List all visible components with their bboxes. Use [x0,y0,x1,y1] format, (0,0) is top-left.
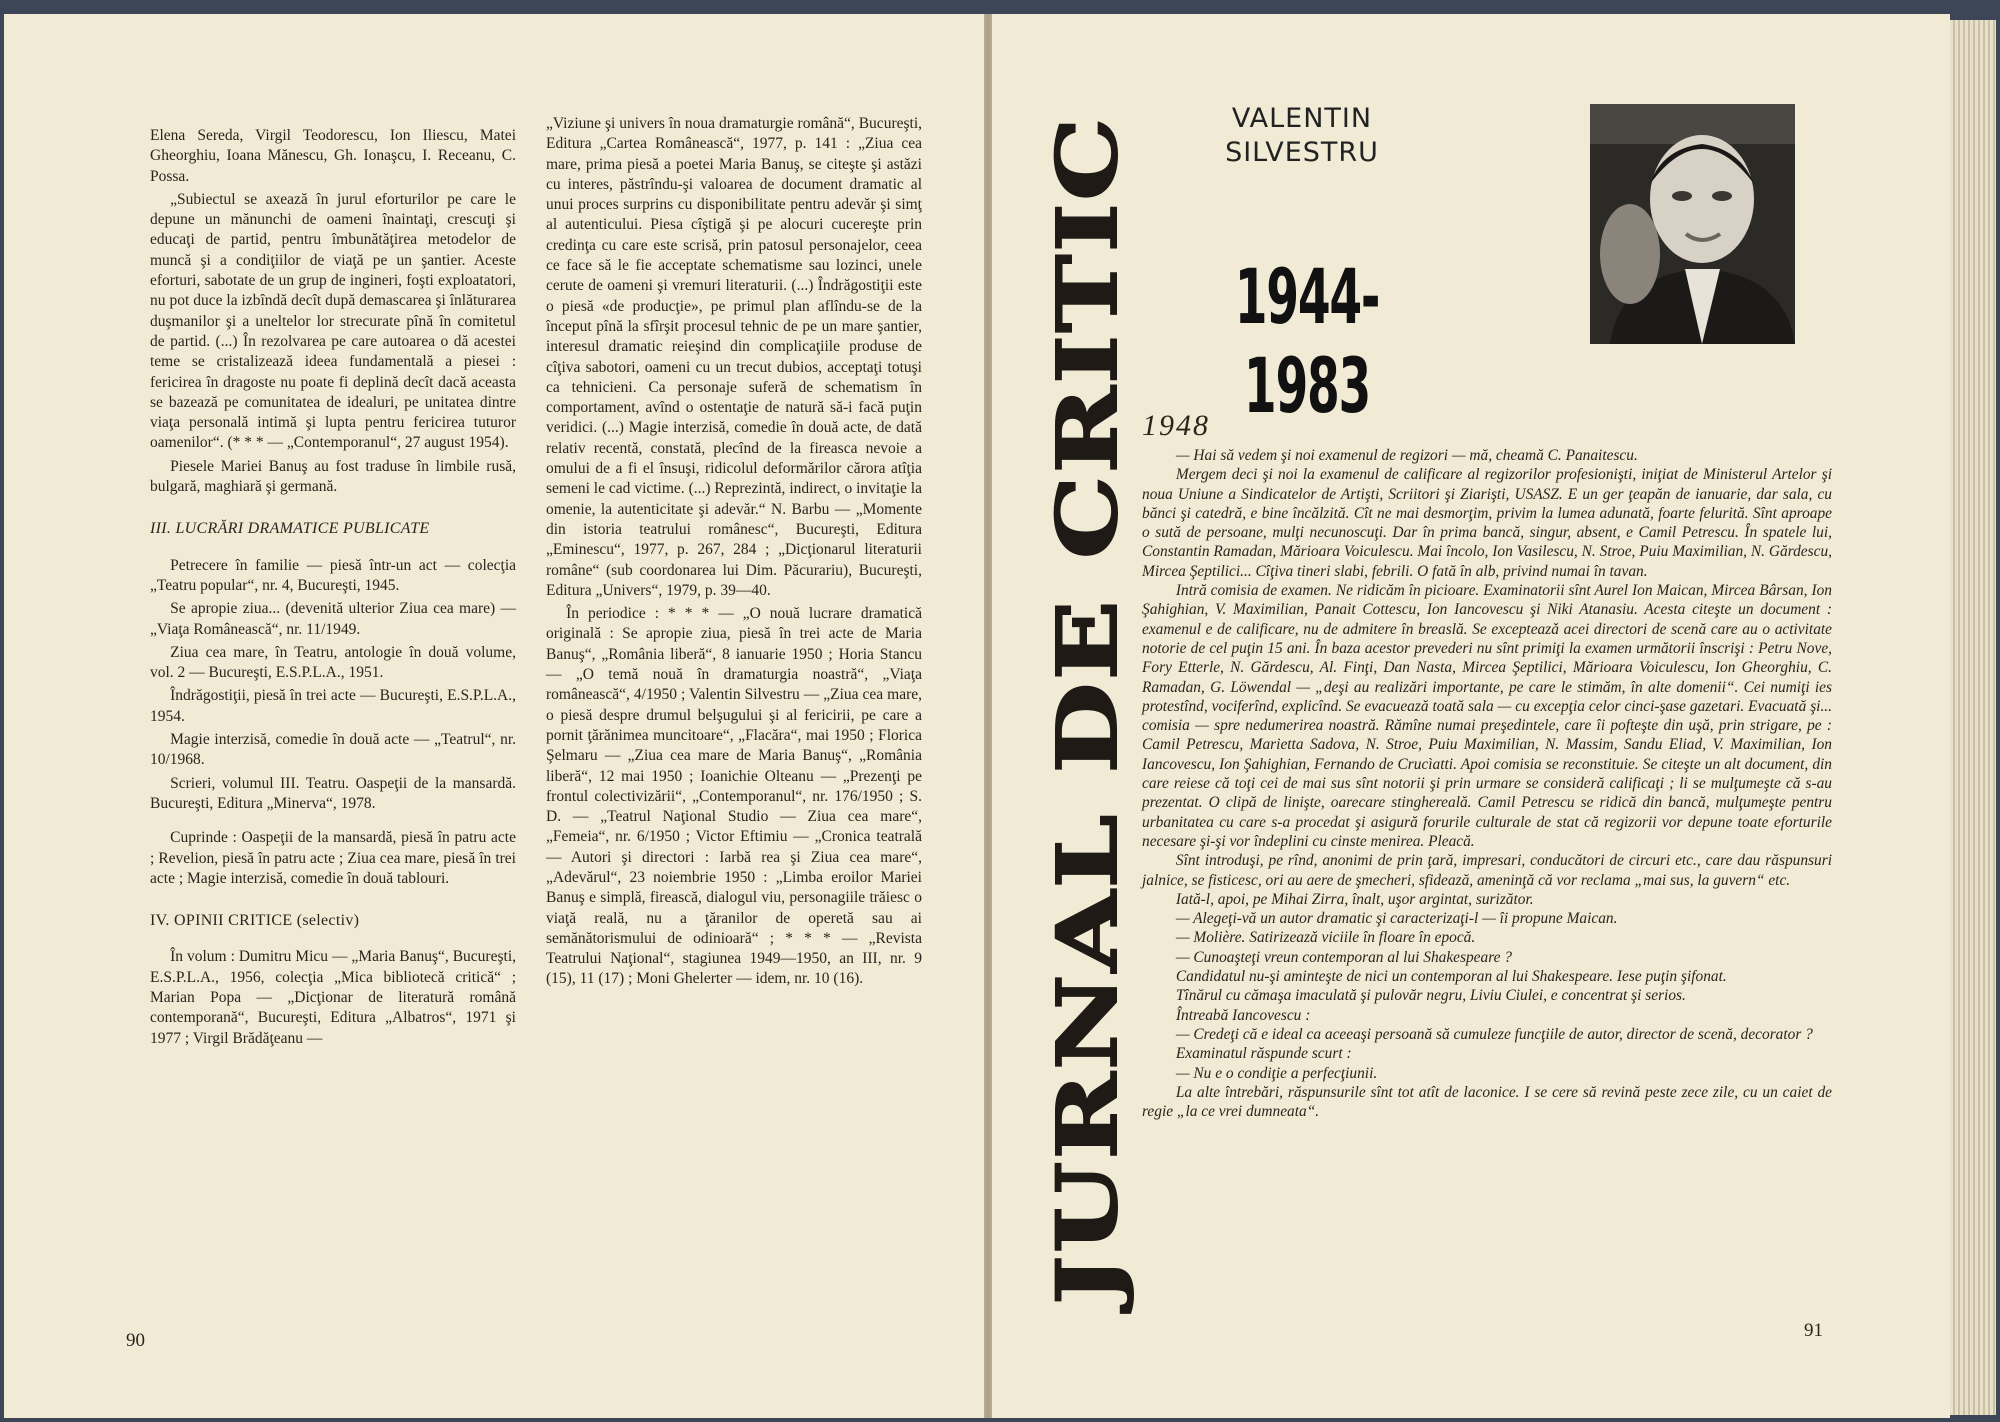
work-item: Magie interzisă, comedie în două acte — „Teatrul“, nr. 10/1968. [150,731,516,769]
journal-paragraph: — Nu e o condiţie a perfecţiunii. [1175,1064,1378,1082]
cast-list: Elena Sereda, Virgil Teodorescu, Ion Iliescu, Matei Gheorghiu, Ioana Mănescu, Gh. Ionaşcu, I. Receanu, C. Possa. [150,127,516,185]
left-page [4,14,984,1418]
left-column-1 [150,126,516,1052]
work-item: Petrecere în familie — piesă într-un act — colecţia „Teatru popular“, nr. 4, Bucureşti, 1945. [150,556,516,594]
section-year: 1948 [1142,409,1210,442]
work-item: Ziua cea mare, în Teatru, antologie în două volume, vol. 2 — Bucureşti, E.S.P.L.A., 1951. [150,643,516,682]
journal-paragraph: — Alegeţi-vă un autor dramatic şi caracterizaţi-l — îi propune Maican. [1175,910,1618,928]
journal-paragraph: — Cunoaşteţi vreun contemporan al lui Shakespeare ? [1175,948,1512,966]
author-first-name: VALENTIN [1231,103,1373,134]
left-column-2 [546,114,922,993]
author-name [1197,102,1407,170]
work-item: Se apropie ziua... (devenită ulterior Ziua cea mare) — „Viaţa Românească“, nr. 11/1949. [150,600,516,638]
contents-note: Cuprinde : Oaspeţii de la mansardă, piesă în patru acte ; Revelion, piesă în patru acte ; Ziua cea mare, piesă în trei acte ; Magie interzisă, comedie în două tablouri. [150,829,516,887]
journal-paragraph: — Molière. Satirizează viciile în floare în epocă. [1175,929,1476,947]
work-item: Îndrăgostiţii, piesă în trei acte — Bucureşti, E.S.P.L.A., 1954. [150,687,516,725]
journal-paragraph: La alte întrebări, răspunsurile sînt tot atît de laconice. I se cere să revină peste zece zile, cu un caiet de regie „la ce vrei dumneata“. [1142,1083,1832,1121]
journal-paragraph: Tînărul cu cămaşa imaculată şi pulovăr negru, Liviu Ciulei, e concentrat şi serios. [1175,987,1686,1005]
author-portrait-photo [1590,104,1795,344]
page-number-right: 91 [1804,1320,1823,1341]
section-heading-published-works: III. LUCRĂRI DRAMATICE PUBLICATE [150,520,430,538]
author-last-name: SILVESTRU [1225,137,1379,168]
journal-paragraph: Iată-l, apoi, pe Mihai Zirra, înalt, uşor argintat, surizător. [1175,890,1534,908]
page-number-left: 90 [126,1330,145,1351]
section-heading-critical-opinions: IV. OPINII CRITICE (selectiv) [150,912,360,930]
vertical-title-text: JURNAL DE CRITIC [1040,371,1136,1305]
journal-paragraph: Examinatul răspunde scurt : [1175,1045,1352,1063]
journal-text [1142,446,1832,1121]
page-edges [1950,20,1996,1415]
work-item: Scrieri, volumul III. Teatru. Oaspeţii de la mansardă. Bucureşti, Editura „Minerva“, 1978. [150,774,516,812]
journal-paragraph: Mergem deci şi noi la examenul de calificare al regizorilor profesionişti, iniţiat de Ministerul Artelor şi noua Uniune a Sindicatelor de Artişti, Scriitori şi Ziarişti, USASZ. E un ger ţeapăn de ianuarie, dar sala, cu bănci şi catedră, e bine încălzită. Cît ne mai desmorţim, privim la lumea adunată, foarte felurită. Sînt aproape o sută de persoane, mulţi necunoscuţi. Dar în prima bancă, singur, absent, e Camil Petrescu. În spatele lui, Constantin Ramadan, Mărioara Voiculescu. Mai încolo, Ion Vasilescu, N. Stroe, Puiu Maximilian, N. Gărdescu, Mircea Şeptilici... Cîţiva tineri slabi, febrili. O fată în alb, privind numai în tavan. [1142,466,1832,580]
journal-paragraph: Intră comisia de examen. Ne ridicăm în picioare. Examinatorii sînt Aurel Ion Maican, Mircea Bârsan, Ion Şahighian, V. Maximilian, Panait Cottescu, Ion Iancovescu şi Niki Atanasiu. Acesta citeşte un document : examenul e de calificare, nu de admitere în breaslă. Se excepteazǎ acei directori de scenă care au o activitate notorie de cel puţin 15 ani. În baza acestor prevederi nu sînt primiţi la examen următorii înscrişi : Petru Nove, Fory Etterle, N. Gărdescu, Al. Finţi, Dan Nasta, Mircea Şeptilici, Mărioara Voiculescu, Ion Gheorghiu, C. Ramadan, G. Löwendal — „deşi au realizări importante, pe care le stimăm, în alte domenii“. Cei numiţi ies protestînd, vociferînd, explicînd. Se evacuează toată sala — cu excepţia celor cinci-şase gazetari. Evacuată şi... comisia — spre nedumerirea noastră. Rămîne numai preşedintele, care îi pofteşte din uşă, prin strigare, pe : Camil Petrescu, Marietta Sadova, N. Stroe, Puiu Maximilian, N. Massim, Sandu Eliad, V. Maximilian, Ion Iancovescu, Ion Şahighian, Fernando de Crucìatti. Apoi comisia se reconstituie. Se citeşte un alt document, din care reiese că toţi cei de mai sus sînt notorii şi prin urmare se consideră calificaţi ; li se mulţumeşte că s-au prezentat. O clipă de linişte, oarecare stinghereală. Camil Petrescu se ridică din bancă, mulţumeşte pentru urbanitatea cu care s-a procedat şi asigură forurile culturale de stat că regizorii vor depune toate eforturile necesare şi-şi vor îndeplini cu cinste menirea. Pleacă. [1142,582,1832,850]
periodicals-list: În periodice : * * * — „O nouă lucrare dramatică originală : Se apropie ziua, piesă în trei acte de Maria Banuş“, „România liberă“, 8 ianuarie 1950 ; Horia Stancu — „O temă nouă în dramaturgia noastră“, „Viaţa românească“, 4/1950 ; Valentin Silvestru — „Ziua cea mare, o piesă despre drumul belşugului şi al fericirii, pe care a pornit ţărănimea muncitoare“, „Flacăra“, mai 1950 ; Florica Şelmaru — „Ziua cea mare de Maria Banuş“, „România liberă“, 12 mai 1950 ; Ioanichie Olteanu — „Prezenţi pe frontul colectivizării“, „Contemporanul“, nr. 176/1950 ; S. D. — „Teatrul Naţional Studio — Ziua cea mare“, „Femeia“, nr. 6/1950 ; Victor Eftimiu — „Cronica teatrală — Autori şi directori : Iarbă rea şi Ziua cea mare“, „Adevărul“, 23 noiembrie 1950 : „Limba eroilor Mariei Banuş e simplă, firească, dialogul viu, personagiile trăiesc o viaţă reală, nu a ţăranilor de operetă sau ai semănătorismului de odinioară“ ; * * * — „Revista Teatrului Naţional“, stagiunea 1949—1950, an III, nr. 9 (15), 11 (17) ; Moni Ghelerter — idem, nr. 10 (16). [546,605,922,988]
critical-quote: „Viziune şi univers în noua dramaturgie română“, Bucureşti, Editura „Cartea Românească“, 1977, p. 141 : „Ziua cea mare, prima piesă a poetei Maria Banuş, se citeşte şi astăzi cu interes, păstrîndu-şi valoarea de document dramatic al unui proces surprins cu disponibilitate pentru adevăr şi simţ al autenticului. Piesa cîştigă şi pe alocuri cucereşte prin credinţa cu care este scrisă, prin patosul personajelor, ceea ce face să le fie acceptate schematisme sau lozinci, unele cerute de oameni şi vremuri literaturii. (...) Îndrăgostiţii este o piesă «de producţie», pe primul plan aflîndu-se de la început pînă la sfîrşit procesul tehnic de pe un mare şantier, interesul dramatic reieşind din complicaţiile produse de cîţiva sabotori, oameni cu un trecut dubios, acceptaţi totuşi ca tehnicieni. Ca personaje suferă de schematism în comportament, avînd o ostentaţie de natură să-i facă puţin veridici. (...) Magie interzisă, comedie în două acte, de dată relativ recentă, constată, plecînd de la fireasca nevoie a omului de a fi el însuşi, ridicolul deformărilor cărora atîţia semeni le cad victime. (...) Reprezintă, indirect, o invitaţie la omenie, la autenticitate şi adevăr.“ N. Barbu — „Momente din istoria teatrului românesc“, Bucureşti, Editura „Eminescu“, 1977, p. 267, 284 ; „Dicţionarul literaturii române“ (sub coordonarea lui Dim. Păcurariu), Bucureşti, Editura „Univers“, 1979, p. 39—40. [546,115,922,599]
journal-paragraph: Întreabă Iancovescu : [1175,1006,1311,1024]
play-summary: „Subiectul se axează în jurul eforturilor pe care le depune un mănunchi de oameni înaintaţi, crescuţi şi educaţi de partid, pentru îmbunătăţirea metodelor de muncă şi a condiţiilor de viaţă pe un şantier. Aceste eforturi, sabotate de un grup de ingineri, foşti exploatatori, nu pot duce la izbîndă decît după demascarea şi înlăturarea duşmanilor şi a uneltelor lor strecurate pînă în comitetul de partid. (...) În rezolvarea pe care autoarea o dă acestei teme se cristalizează ideea fundamentală a piesei : fericirea în dragoste nu poate fi deplină decît dacă aceasta se bazează pe comunitatea de idealuri, pe unitatea dintre viaţa personală intimă şi lupta pentru fericirea tuturor oamenilor“. (* * * — „Contemporanul“, 27 august 1954). [150,190,516,452]
right-page [992,14,1950,1418]
journal-paragraph: — Hai să vedem şi noi examenul de regizori — mă, cheamă C. Panaitescu. [1175,447,1638,464]
journal-paragraph: Sînt introduşi, pe rînd, anonimi de prin ţară, impresari, conducători de circuri etc., care dau răspunsuri jalnice, se fisticesc, ori au aere de şmecheri, sfidează, ameninţă că vor reclama „mai sus, la guvern“ etc. [1142,852,1832,889]
journal-paragraph: — Credeţi că e ideal ca aceeaşi persoană să cumuleze funcţiile de autor, director de scenă, decorator ? [1175,1025,1813,1043]
translations-note: Piesele Mariei Banuş au fost traduse în limbile rusă, bulgară, maghiară şi germană. [150,457,516,496]
vertical-title-journal-de-critic [1040,110,1136,1310]
opinions-in-volume: În volum : Dumitru Micu — „Maria Banuş“, Bucureşti, E.S.P.L.A., 1956, colecţia „Mica bibliotecă critică“ ; Marian Popa — „Dicţionar de literatură română contemporană“, Bucureşti, Editura „Albatros“, 1971 şi 1977 ; Virgil Brădăţeanu — [150,948,516,1047]
years-range: 1944-1983 [1234,252,1380,430]
journal-paragraph: Candidatul nu-şi aminteşte de nici un contemporan al lui Shakespeare. Iese puţin şifonat. [1175,968,1727,986]
